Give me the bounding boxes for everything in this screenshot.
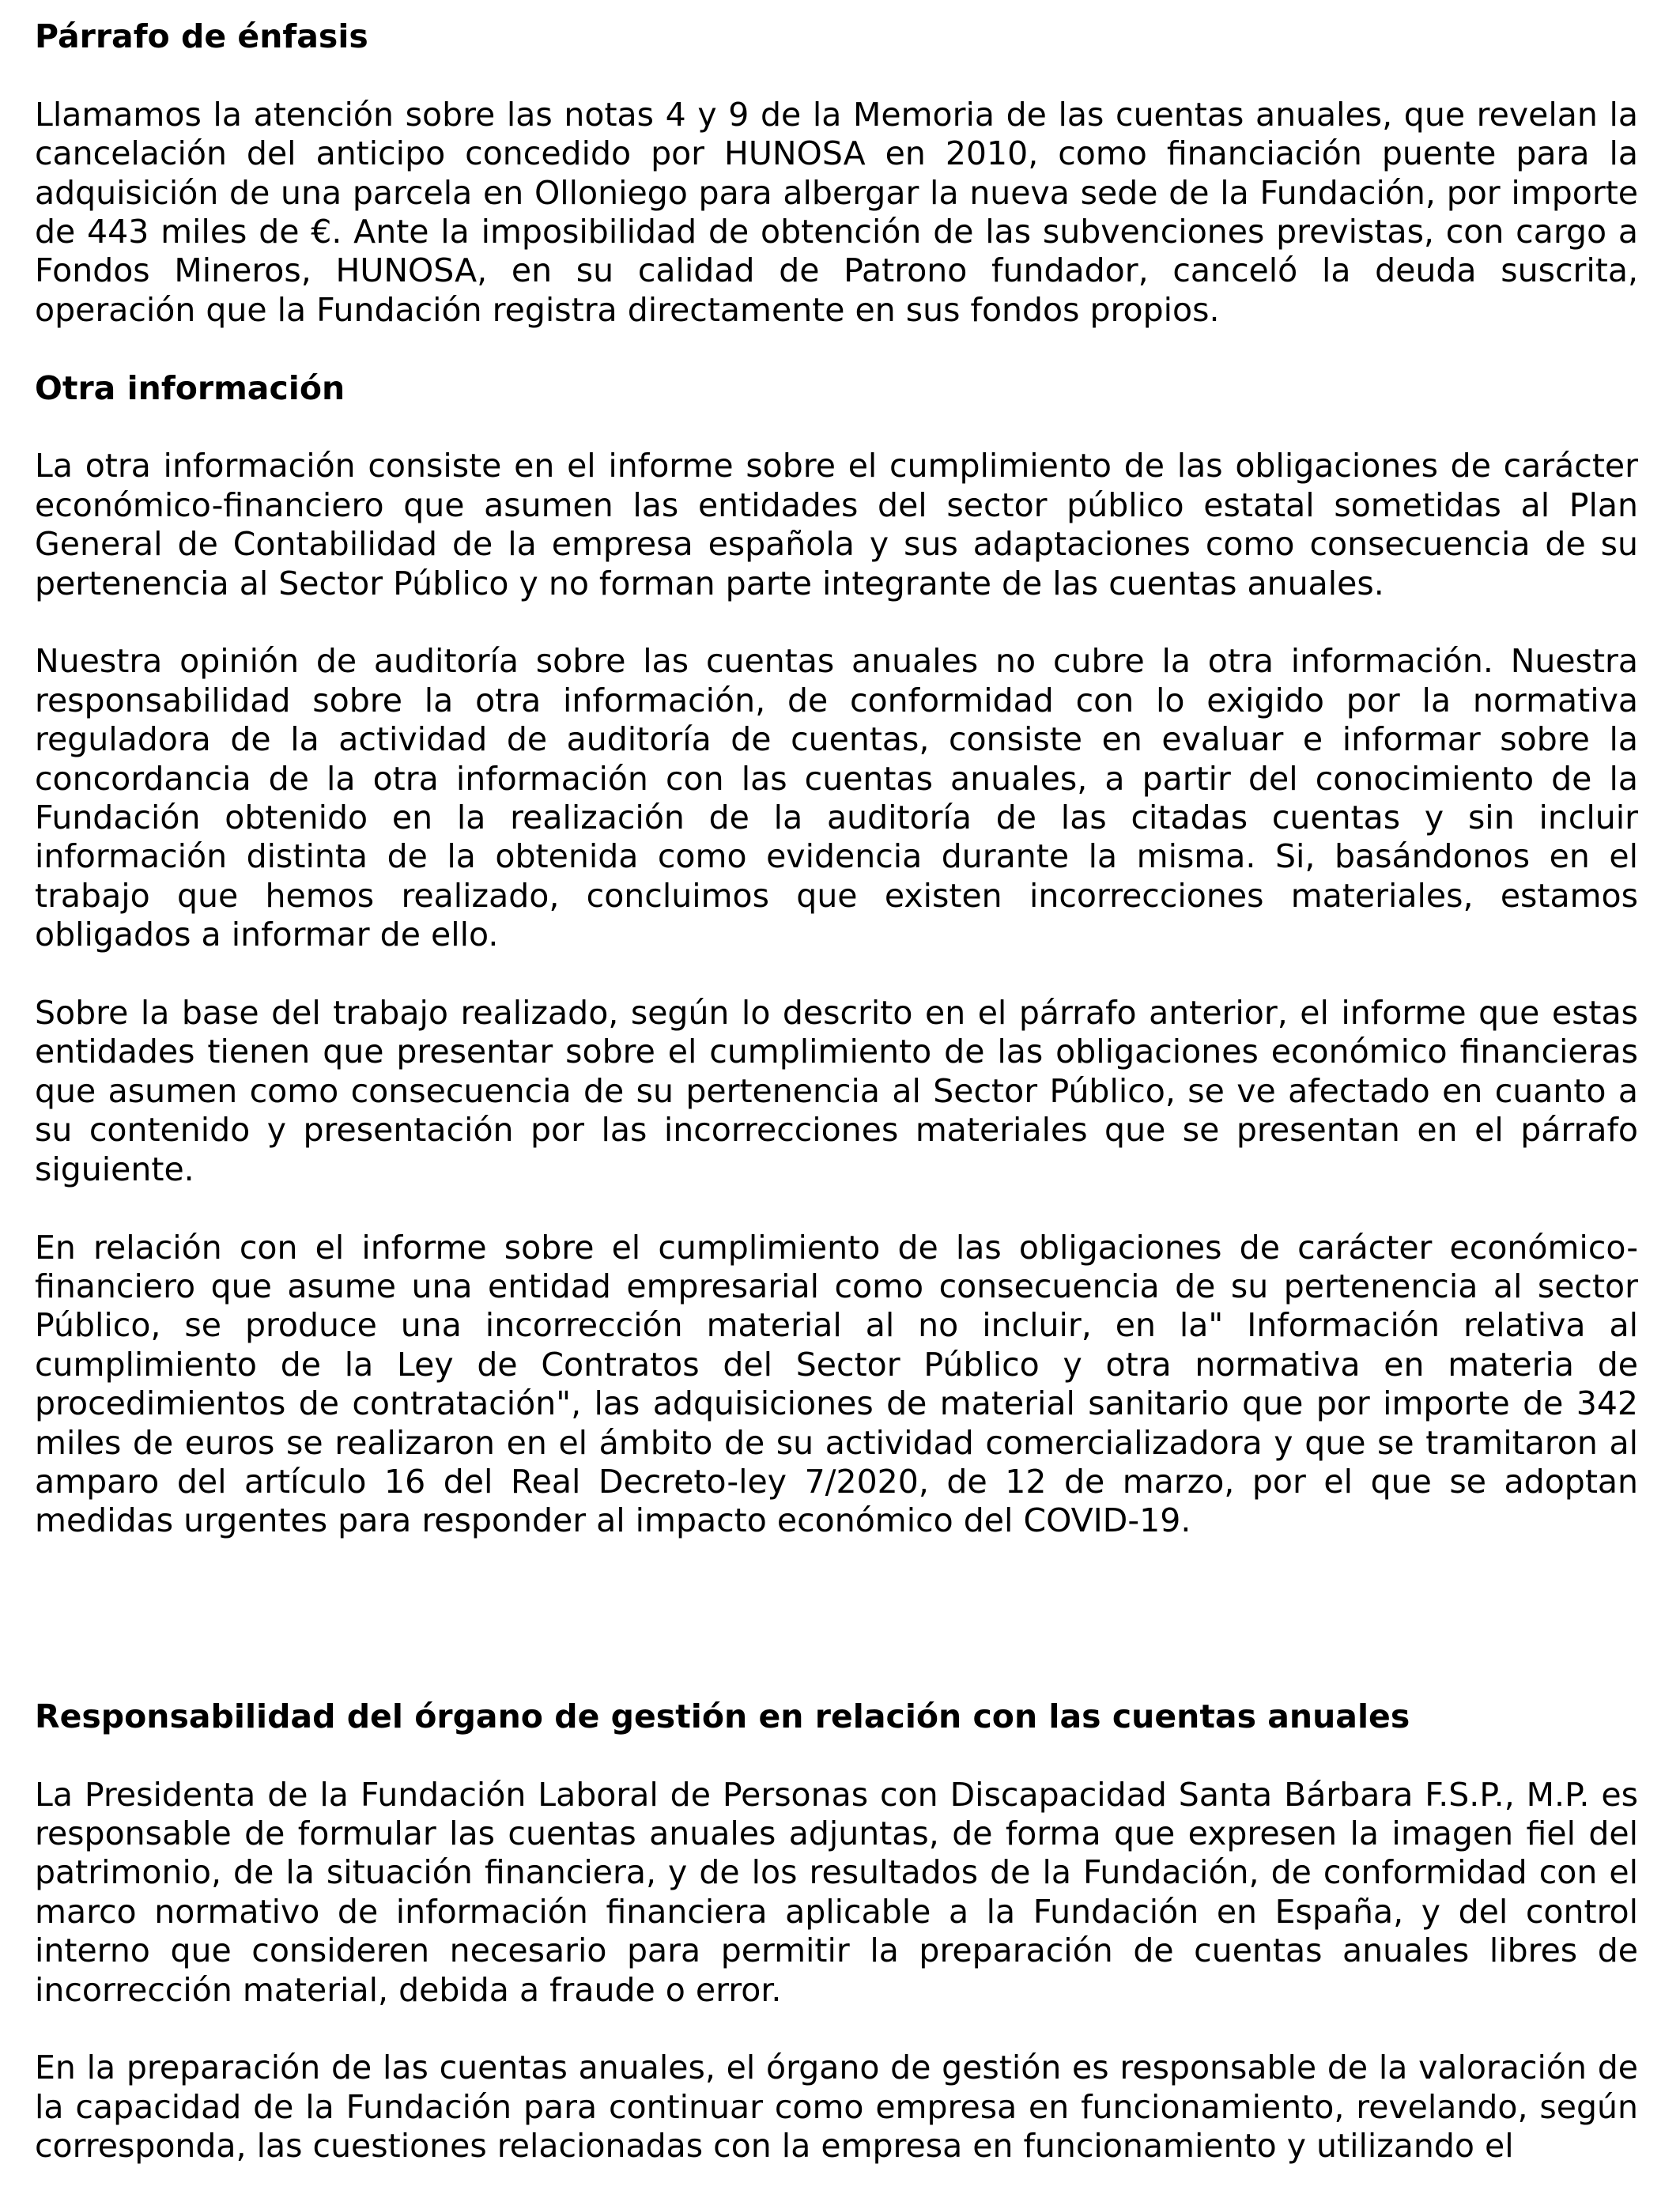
paragraph-responsibility-2: En la preparación de las cuentas anuales, el órgano de gestión es responsable de la valoración de la capacidad de la Fundación para continuar como empresa en funcionamiento, revelando, según corresponda, las cuestiones relacionadas con la empresa en funcionamiento y utilizando el (35, 2049, 1638, 2166)
paragraph-other-info-3: Sobre la base del trabajo realizado, según lo descrito en el párrafo anterior, el informe que estas entidades tienen que presentar sobre el cumplimiento de las obligaciones económico financieras que asumen como consecuencia de su pertenencia al Sector Público, se ve afectado en cuanto a su contenido y presentación por las incorrecciones materiales que se presentan en el párrafo siguiente. (35, 994, 1638, 1188)
paragraph-responsibility-1: La Presidenta de la Fundación Laboral de Personas con Discapacidad Santa Bárbara F.S.P., M.P. es responsable de formular las cuentas anuales adjuntas, de forma que expresen la imagen fiel del patrimonio, de la situación financiera, y de los resultados de la Fundación, de conformidad con el marco normativo de información financiera aplicable a la Fundación en España, y del control interno que consideren necesario para permitir la preparación de cuentas anuales libres de incorrección material, debida a fraude o error. (35, 1775, 1638, 2009)
document-page (35, 17, 1638, 2166)
section-heading-other-information: Otra información (35, 368, 345, 407)
section-heading-emphasis: Párrafo de énfasis (35, 17, 368, 55)
section-heading-management-responsibility: Responsabilidad del órgano de gestión en relación con las cuentas anuales (35, 1697, 1410, 1735)
paragraph-other-info-2: Nuestra opinión de auditoría sobre las cuentas anuales no cubre la otra información. Nuestra responsabilidad sobre la otra información, de conformidad con lo exigido por la normativa reguladora de la actividad de auditoría de cuentas, consiste en evaluar e informar sobre la concordancia de la otra información con las cuentas anuales, a partir del conocimiento de la Fundación obtenido en la realización de la auditoría de las citadas cuentas y sin incluir información distinta de la obtenida como evidencia durante la misma. Si, basándonos en el trabajo que hemos realizado, concluimos que existen incorrecciones materiales, estamos obligados a informar de ello. (35, 642, 1638, 954)
paragraph-emphasis: Llamamos la atención sobre las notas 4 y 9 de la Memoria de las cuentas anuales, que revelan la cancelación del anticipo concedido por HUNOSA en 2010, como financiación puente para la adquisición de una parcela en Olloniego para albergar la nueva sede de la Fundación, por importe de 443 miles de €. Ante la imposibilidad de obtención de las subvenciones previstas, con cargo a Fondos Mineros, HUNOSA, en su calidad de Patrono fundador, canceló la deuda suscrita, operación que la Fundación registra directamente en sus fondos propios. (35, 95, 1638, 329)
paragraph-other-info-4: En relación con el informe sobre el cumplimiento de las obligaciones de carácter económico-financiero que asume una entidad empresarial como consecuencia de su pertenencia al sector Público, se produce una incorrección material al no incluir, en la" Información relativa al cumplimiento de la Ley de Contratos del Sector Público y otra normativa en materia de procedimientos de contratación", las adquisiciones de material sanitario que por importe de 342 miles de euros se realizaron en el ámbito de su actividad comercializadora y que se tramitaron al amparo del artículo 16 del Real Decreto-ley 7/2020, de 12 de marzo, por el que se adoptan medidas urgentes para responder al impacto económico del COVID-19. (35, 1228, 1638, 1540)
paragraph-other-info-1: La otra información consiste en el informe sobre el cumplimiento de las obligaciones de carácter económico-financiero que asumen las entidades del sector público estatal sometidas al Plan General de Contabilidad de la empresa española y sus adaptaciones como consecuencia de su pertenencia al Sector Público y no forman parte integrante de las cuentas anuales. (35, 447, 1638, 602)
